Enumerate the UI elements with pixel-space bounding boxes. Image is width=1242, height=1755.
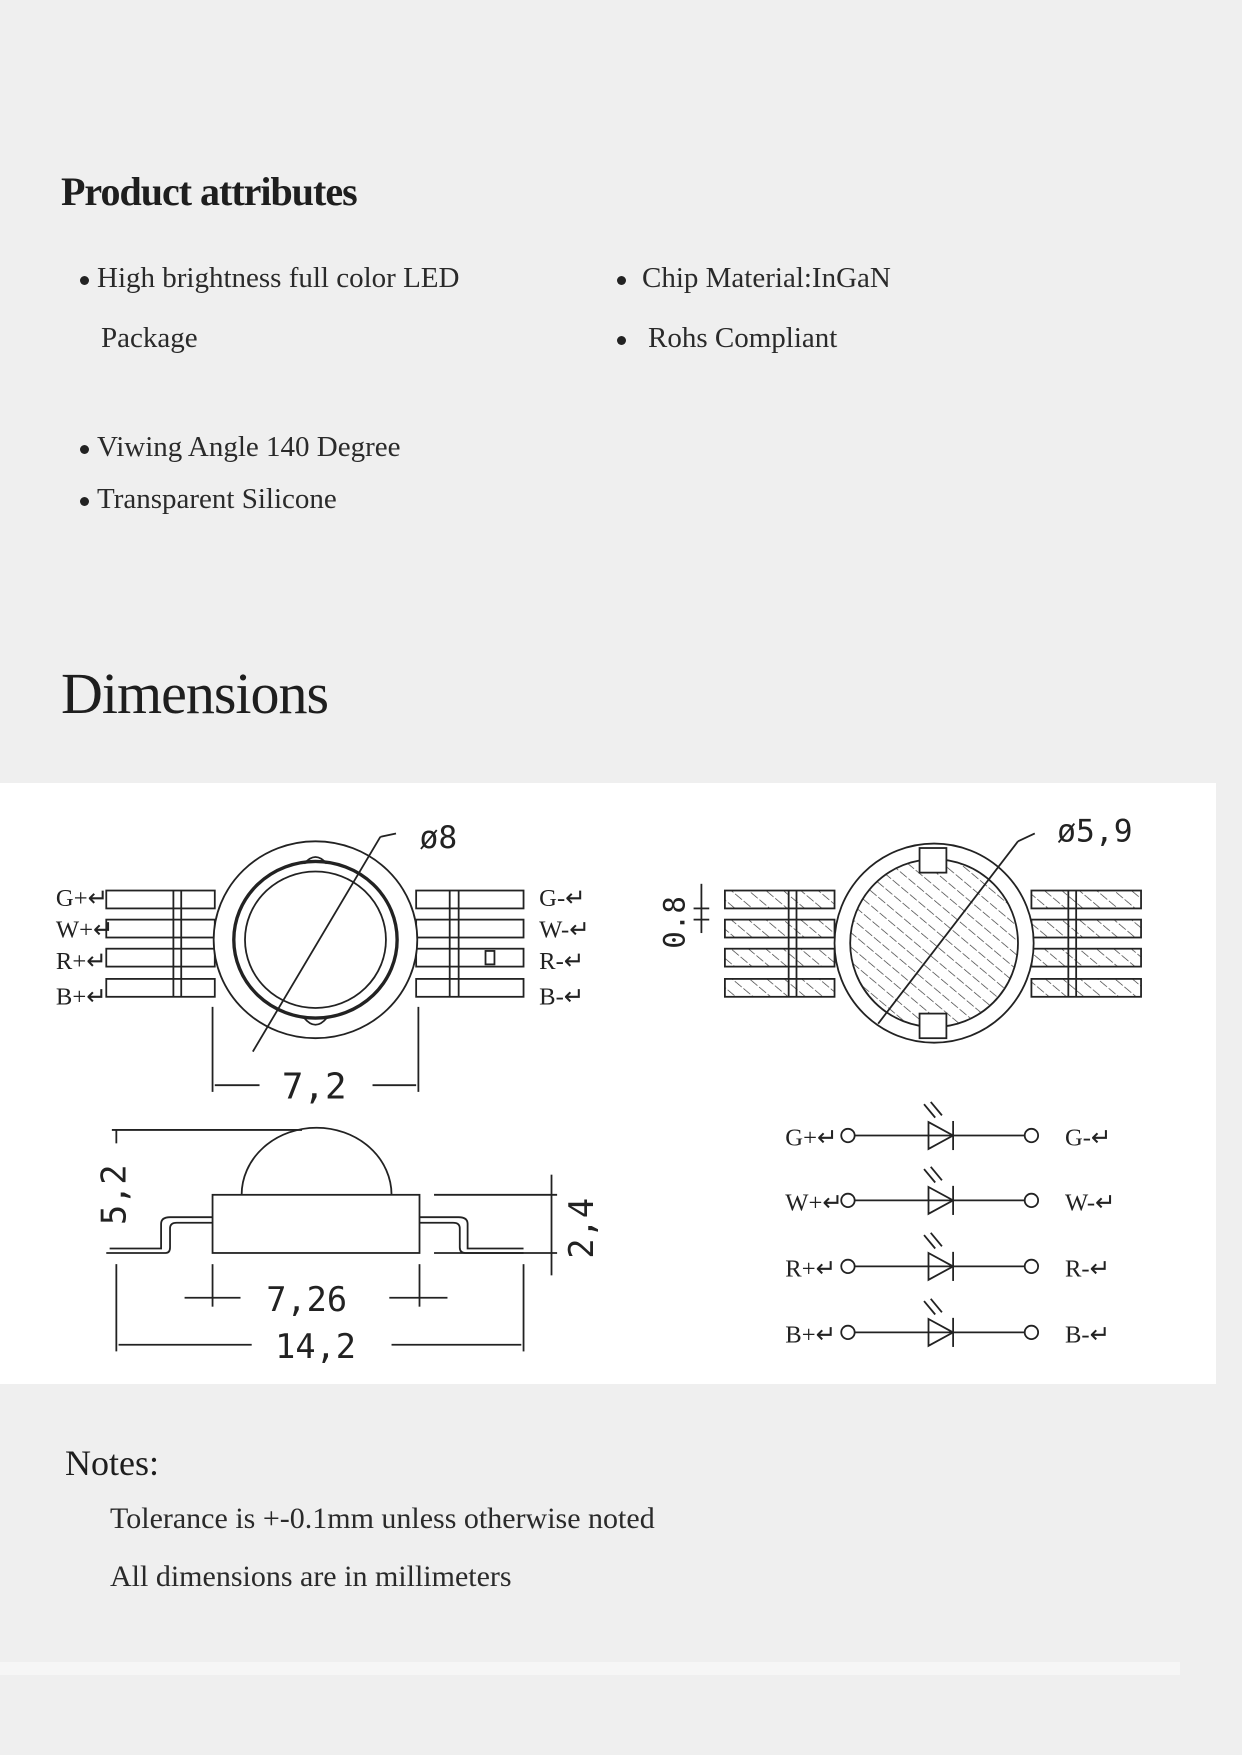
bullet-icon — [617, 336, 626, 345]
attribute-text: Chip Material:InGaN — [642, 262, 891, 294]
attribute-text: Viwing Angle 140 Degree — [97, 431, 401, 463]
note-line: All dimensions are in millimeters — [110, 1560, 512, 1593]
dimensions-heading: Dimensions — [61, 661, 329, 726]
pin-label: G-↵ — [539, 885, 586, 913]
attribute-item — [80, 483, 337, 516]
product-attributes-heading: Product attributes — [61, 169, 357, 214]
terminal-icon — [1025, 1194, 1038, 1207]
pin-label: R+↵ — [785, 1255, 837, 1283]
pad-span-label: 7,26 — [266, 1280, 348, 1320]
led-circuit-row — [785, 1299, 1110, 1349]
dimension-drawing — [0, 783, 1216, 1384]
pin-label: W+↵ — [55, 916, 114, 944]
pin-label: G+↵ — [785, 1124, 838, 1152]
led-circuit-row — [785, 1233, 1110, 1283]
bottom-band — [0, 1662, 1180, 1675]
top-view — [56, 820, 590, 1108]
pin-label: B-↵ — [539, 983, 585, 1011]
bullet-icon — [80, 497, 89, 506]
pin-label: G+↵ — [55, 885, 109, 913]
attribute-item-continued: Package — [101, 322, 198, 354]
pin-label: B-↵ — [1064, 1321, 1111, 1349]
attribute-item — [80, 431, 401, 464]
pin-label: R-↵ — [1064, 1255, 1111, 1283]
chip-diameter-label: ø5,9 — [1057, 813, 1133, 850]
lens-diameter-label: ø8 — [419, 820, 458, 857]
pin-label: R+↵ — [55, 947, 107, 975]
pin-label: W+↵ — [785, 1189, 844, 1217]
pin-label: B+↵ — [55, 983, 107, 1011]
attribute-text: Rohs Compliant — [648, 322, 838, 354]
pin-label: G-↵ — [1064, 1124, 1112, 1152]
led-circuit-row — [785, 1167, 1115, 1217]
terminal-icon — [841, 1260, 854, 1273]
led-circuit-row — [785, 1102, 1111, 1152]
terminal-icon — [841, 1129, 854, 1142]
body-width-label: 7,2 — [281, 1066, 347, 1108]
body-height-label: 2,4 — [561, 1197, 601, 1259]
pin-label: W-↵ — [1064, 1189, 1116, 1217]
attribute-text: Transparent Silicone — [97, 483, 337, 515]
attribute-item — [80, 262, 459, 295]
bullet-icon — [617, 276, 626, 285]
circuit-diagram — [785, 1102, 1115, 1349]
pin-label: R-↵ — [539, 947, 585, 975]
note-line: Tolerance is +-0.1mm unless otherwise noted — [110, 1502, 655, 1535]
notes-heading: Notes: — [65, 1443, 159, 1483]
terminal-icon — [1025, 1326, 1038, 1339]
terminal-icon — [1025, 1260, 1038, 1273]
total-length-label: 14,2 — [275, 1327, 356, 1367]
attribute-item — [617, 262, 891, 295]
left-leads — [106, 891, 215, 997]
bottom-view — [658, 813, 1141, 1042]
attribute-text: High brightness full color LED — [97, 262, 460, 294]
lead-pitch-label: 0.8 — [657, 896, 692, 949]
dimension-drawing-panel — [0, 783, 1216, 1384]
right-leads — [416, 891, 523, 997]
pin-label: B+↵ — [785, 1321, 837, 1349]
bullet-icon — [80, 445, 89, 454]
total-height-label: 5,2 — [94, 1164, 134, 1226]
terminal-icon — [1025, 1129, 1038, 1142]
side-view — [94, 1128, 601, 1366]
bullet-icon — [80, 276, 89, 285]
terminal-icon — [841, 1326, 854, 1339]
terminal-icon — [841, 1194, 854, 1207]
pin-label: W-↵ — [539, 916, 590, 944]
attribute-item — [617, 322, 837, 355]
